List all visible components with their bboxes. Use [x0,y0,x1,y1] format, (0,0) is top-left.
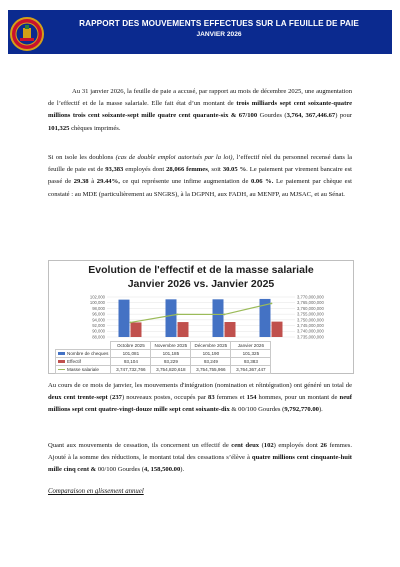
text-run: Au cours de ce mois de janvier, les mouvements d'intégration (nomination et réintégration) ont généré un total de [48,382,352,389]
chart-title-line1: Evolution de l'effectif et de la masse salariale [88,264,314,276]
table-header-row [56,342,271,350]
text-run: chèques imprimés. [69,124,121,132]
text-run: hommes, pour un montant de [256,394,340,402]
transfer-rate-after: 29.44%, [96,178,120,186]
cessation-amount-words: quatre millions cent cinquante-huit mille cinq cent & [48,454,352,474]
text-run: . Le paiement par virement bancaire est passé de [48,166,352,186]
bar-effectif [131,322,142,337]
table-corner-cell [56,342,111,350]
cessation-count-words: cent deux [231,442,260,449]
legend-label: Nombre de cheques [67,351,109,356]
data-value-cell: 101,190 [191,350,231,358]
y-right-tick-label: 3,745,000,000 [297,322,324,328]
text-run: Au 31 janvier 2026, la feuille de paie a accusé, par rapport au mois de décembre 2025, une augmentation de l’effectif et de la masse salariale. Elle fait état d’un montant de [48,88,352,108]
new-posts-count: 237 [112,394,122,402]
point-masse-salariale [130,322,132,324]
y-left-tick-label: 92,000 [92,322,105,328]
text-run: ( [107,394,113,402]
text-run: ). [318,406,323,414]
text-run: 00/100 Gourdes ( [96,466,144,474]
text-run: & 00/100 Gourdes ( [229,406,285,414]
bar-nombre-de-cheques [119,300,130,337]
text-run: ( [259,442,264,449]
new-women-count: 83 [208,394,215,402]
data-value-cell: 93,104 [111,358,151,366]
text-run: Le paiement par chèque est constaté : au MDE (particulièrement au SNGRS), à la DGPNH, aux FADH, au MENFP, au MJSAC, et au Sénat. [48,178,353,198]
workforce-paragraph [48,152,352,201]
headcount-value: 93,383 [105,166,124,174]
text-run: ce qui représente une infime augmentation de [119,178,251,186]
data-value-cell: 3,764,367,447 [231,366,271,374]
category-label: Décembre 2025 [191,342,231,350]
text-run: , soit [207,166,223,174]
italic-note: (cas de double emploi autorisés par la loi) [115,154,233,161]
report-title: RAPPORT DES MOUVEMENTS EFFECTUES SUR LA FEUILLE DE PAIE [79,19,359,28]
text-run: Gourdes ( [257,112,287,120]
intro-paragraph [48,86,352,135]
data-value-cell: 101,185 [151,350,191,358]
data-value-cell: 101,325 [231,350,271,358]
y-right-tick-label: 3,770,000,000 [297,294,324,300]
bar-effectif [178,322,189,337]
cheque-count: 101,325 [48,124,70,132]
bar-effectif [272,322,283,337]
women-count: 28,066 femmes [166,166,208,174]
table-row [56,366,271,374]
text-run: Quant aux mouvements de cessation, ils concernent un effectif de [48,442,232,449]
series-legend-cell [56,350,111,358]
bar-nombre-de-cheques [166,299,177,337]
legend-label: Masse salariale [67,367,99,372]
legend-swatch [58,369,65,370]
series-legend-cell [56,366,111,374]
y-right-tick-label: 3,765,000,000 [297,300,324,306]
legend-swatch [58,360,65,363]
cessation-count: 102 [263,442,274,449]
chart-data-table [55,341,271,374]
coat-of-arms-seal [10,17,44,51]
line-masse-salariale [131,303,272,322]
text-run: , l’effectif réel du personnel recensé dans la feuille de paie est de [48,154,352,174]
text-run: ). [180,466,185,474]
text-run: femmes. Ajouté à la somme des réductions, le montant total des cessations s’élève à [48,442,352,462]
y-right-tick-label: 3,755,000,000 [297,311,324,317]
point-masse-salariale [224,314,226,316]
category-label: Janvier 2026 [231,342,271,350]
bar-effectif [225,322,236,337]
category-label: Novembre 2025 [151,342,191,350]
legend-label: Effectif [67,359,81,364]
payroll-chart [48,260,354,374]
chart-title-line2: Janvier 2026 vs. Janvier 2025 [127,278,275,290]
series-legend-cell [56,358,111,366]
text-run: femmes et [214,394,247,402]
integration-amount-figure: 9,792,770.00 [284,406,319,414]
y-left-tick-label: 88,000 [92,334,105,340]
data-value-cell: 93,229 [151,358,191,366]
y-left-tick-label: 96,000 [92,311,105,317]
y-right-tick-label: 3,740,000,000 [297,328,324,334]
text-run: ) nouveaux postes, occupés par [121,394,209,402]
cessation-amount-figure: 4, 158,500.00 [143,466,181,474]
transfer-rate-before: 29.38 [73,178,89,186]
cessation-women-count: 26 [320,442,327,449]
point-masse-salariale [177,313,179,315]
text-run: ) pour [335,112,352,120]
amount-figure: 3,764, 367,446.67 [286,112,336,120]
data-value-cell: 93,249 [191,358,231,366]
data-value-cell: 93,383 [231,358,271,366]
category-label: Octobre 2025 [111,342,151,350]
data-value-cell: 3,754,820,618 [151,366,191,374]
legend-swatch [58,352,65,355]
integration-amount-words: neuf millions sept cent quatre-vingt-douze mille sept cent soixante-dix [48,394,352,414]
women-percent: 30.05 % [222,166,247,174]
table-row [56,350,271,358]
text-run: ) employés dont [273,442,321,449]
section-heading-annual-comparison: Comparaison en glissement annuel [48,488,144,495]
data-value-cell: 3,754,755,966 [191,366,231,374]
table-row [56,358,271,366]
y-left-tick-label: 90,000 [92,328,105,334]
text-run: à [88,178,97,186]
text-run: employés dont [123,166,167,174]
amount-words: trois milliards sept cent soixante-quatre millions trois cent soixante-sept mille quatre cent quarante-six & 67/100 [48,100,352,120]
data-value-cell: 101,081 [111,350,151,358]
bar-nombre-de-cheques [213,299,224,337]
cessation-paragraph [48,440,352,477]
new-posts-words: deux cent trente-sept [48,394,108,402]
transfer-rate-change: 0.06 %. [250,178,274,186]
y-left-tick-label: 100,000 [89,300,105,306]
integration-paragraph [48,380,352,417]
y-left-tick-label: 94,000 [92,317,105,323]
report-period: JANVIER 2026 [196,31,242,38]
chart-plot-area [49,261,353,341]
y-left-tick-label: 98,000 [92,305,105,311]
point-masse-salariale [271,303,273,305]
y-right-tick-label: 3,760,000,000 [297,305,324,311]
y-right-tick-label: 3,750,000,000 [297,317,324,323]
text-run: Si on isole les doublons [48,154,116,161]
new-men-count: 154 [246,394,257,402]
data-value-cell: 3,747,732,766 [111,366,151,374]
y-right-tick-label: 3,735,000,000 [297,334,324,340]
y-left-tick-label: 102,000 [89,294,105,300]
